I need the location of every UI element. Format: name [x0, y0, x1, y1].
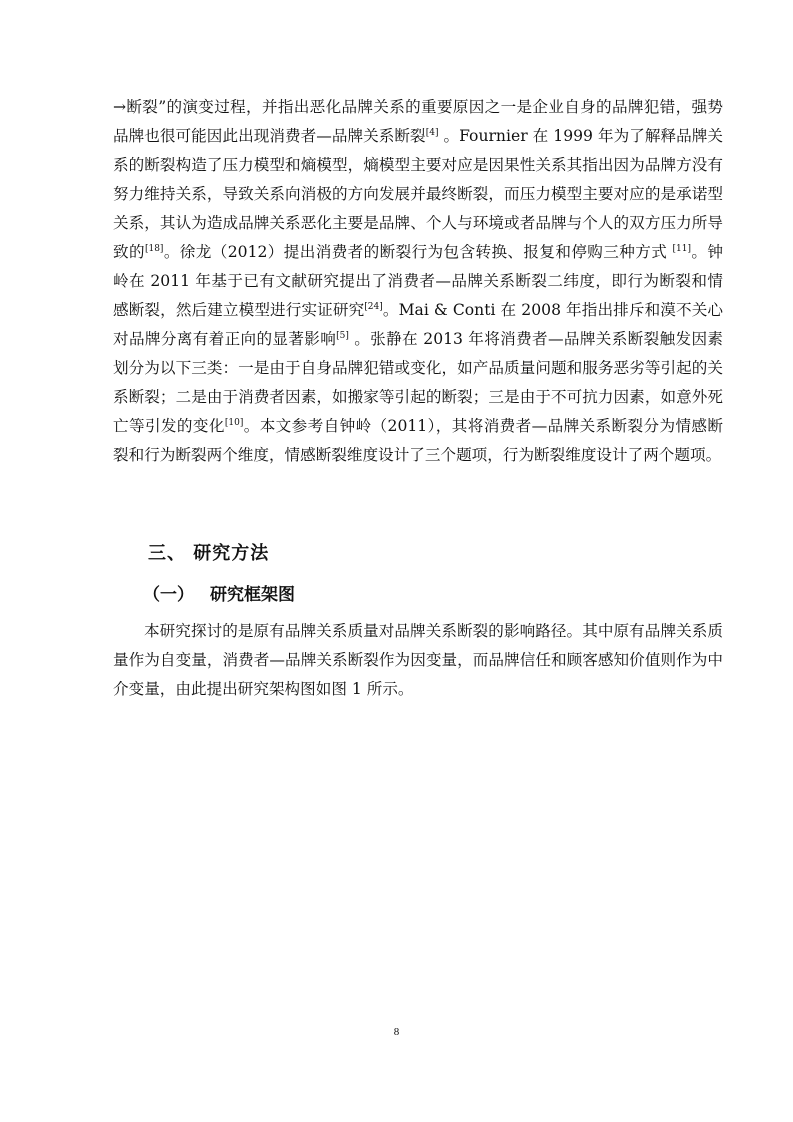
citation-ref: [24]	[364, 301, 383, 312]
citation-ref: [11]	[672, 243, 692, 254]
citation-ref: [4]	[425, 127, 439, 138]
citation-ref: [18]	[144, 243, 164, 254]
text-segment: 。张静在 2013 年将消费者—品牌关系断裂触发因素划分为以下三类：一是由于自身品牌犯错或变化，如产品质量问题和服务恶劣等引起的关系断裂；二是由于消费者因素，如搬家等引起的断裂；三是由于不可抗力因素，如意外死亡等引发的变化	[113, 330, 723, 435]
body-paragraph-framework: 本研究探讨的是原有品牌关系质量对品牌关系断裂的影响路径。其中原有品牌关系质量作为自变量，消费者—品牌关系断裂作为因变量，而品牌信任和顾客感知价值则作为中介变量，由此提出研究架构图如图 1 所示。	[113, 622, 723, 698]
body-paragraph-literature	[113, 93, 723, 470]
section-heading: 三、 研究方法	[148, 543, 270, 564]
text-segment: 。本文参考自钟岭（2011），其将消费者—品牌关系断裂分为情感断裂和行为断裂两个维度，情感断裂维度设计了三个题项，行为断裂维度设计了两个题项。	[113, 417, 723, 464]
text-segment: 。钟岭在 2011 年基于已有文献研究提出了消费者—品牌关系断裂二纬度，即行为断裂和情感断裂，然后建立模型进行实证研究	[113, 243, 723, 319]
text-segment: 。Mai & Conti 在 2008 年指出排斥和漠不关心对品牌分离有着正向的显著影响	[113, 301, 723, 348]
text-segment: 。徐龙（2012）提出消费者的断裂行为包含转换、报复和停购三种方式	[163, 243, 673, 261]
subsection-number: （一）	[143, 585, 194, 605]
subsection-title: 研究框架图	[210, 585, 295, 605]
subsection-heading	[143, 580, 295, 605]
page-number: 8	[393, 1026, 400, 1038]
text-segment: →断裂”的演变过程，并指出恶化品牌关系的重要原因之一是企业自身的品牌犯错，强势品牌也很可能因此出现消费者—品牌关系断裂	[113, 98, 723, 145]
text-segment: 。Fournier 在 1999 年为了解释品牌关系的断裂构造了压力模型和熵模型，熵模型主要对应是因果性关系其指出因为品牌方没有努力维持关系，导致关系向消极的方向发展并最终断裂，而压力模型主要对应的是承诺型关系，其认为造成品牌关系恶化主要是品牌、个人与环境或者品牌与个人的双方压力所导致的	[113, 127, 723, 261]
citation-ref: [10]	[224, 417, 244, 428]
citation-ref: [5]	[336, 330, 349, 341]
